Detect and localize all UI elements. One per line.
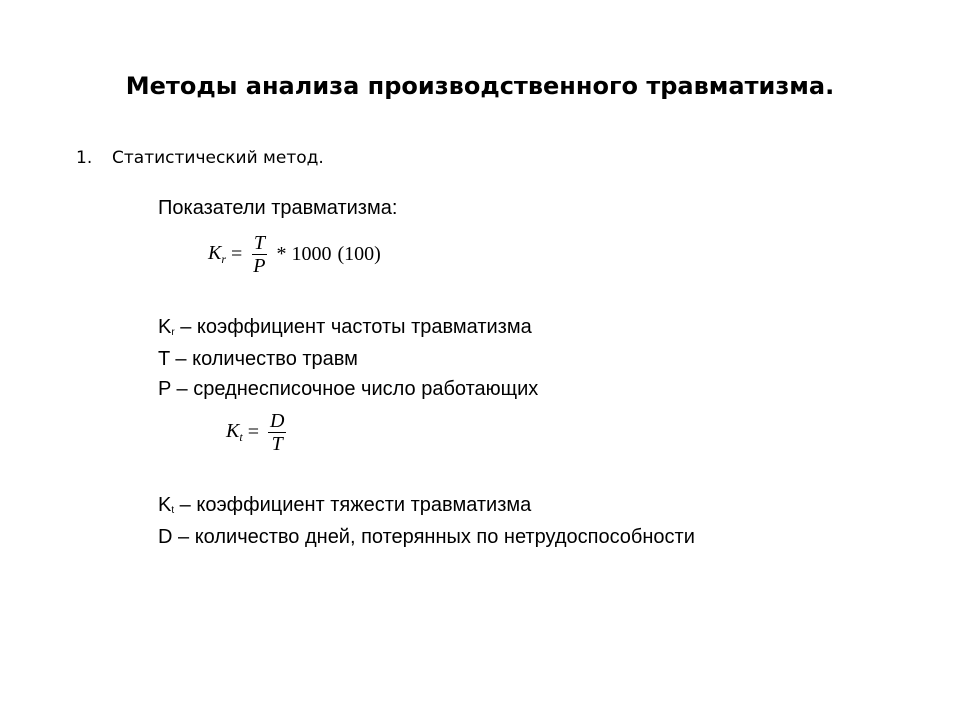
definition-d-symbol: D: [158, 526, 173, 548]
formula2-lhs-var: K: [226, 420, 240, 442]
formula2-lhs-sub: t: [239, 430, 243, 444]
formula1-lhs-sub: r: [221, 252, 227, 266]
severity-formula: [226, 410, 290, 455]
formula1-fraction: [251, 232, 267, 277]
slide-title: Методы анализа производственного травматизма.: [125, 72, 835, 100]
formula1-operator: *: [276, 243, 287, 265]
definition-d-text: – количество дней, потерянных по нетрудоспособности: [172, 526, 695, 548]
definition-kr-symbol: K: [158, 316, 172, 338]
definition-kt-sub: t: [171, 505, 175, 516]
definition-t-text: – количество травм: [169, 348, 358, 370]
definition-kr-sub: r: [171, 327, 175, 338]
definition-kr-text: – коэффициент частоты травматизма: [174, 316, 532, 338]
formula1-multiplier: 1000: [291, 243, 332, 265]
formula1-equals: =: [231, 243, 243, 265]
formula2-lhs: [226, 420, 243, 445]
formula2-fraction: [268, 410, 286, 455]
definition-d: [158, 526, 695, 549]
formula1-alt: (100): [337, 243, 381, 265]
formula1-numerator: T: [253, 232, 265, 254]
list-item-text: Статистический метод.: [112, 148, 324, 168]
definition-kt-symbol: K: [158, 494, 172, 516]
formula2-numerator: D: [269, 410, 285, 432]
definition-t: [158, 348, 358, 371]
formula2-equals: =: [247, 421, 259, 443]
frequency-formula: [208, 232, 381, 277]
definition-kr: [158, 316, 532, 339]
formula1-lhs-var: K: [208, 242, 222, 264]
definition-p-text: – среднесписочное число работающих: [170, 378, 539, 400]
indicators-heading: Показатели травматизма:: [158, 197, 398, 219]
definition-kt-text: – коэффициент тяжести травматизма: [174, 494, 532, 516]
definition-p: [158, 378, 538, 401]
definition-p-symbol: P: [158, 378, 171, 400]
list-item-number: 1.: [76, 148, 93, 168]
formula1-denominator: P: [253, 255, 266, 277]
list-item-statistical-method: [76, 148, 324, 168]
definition-kt: [158, 494, 531, 517]
formula1-lhs: [208, 242, 226, 267]
formula2-denominator: T: [271, 433, 283, 455]
definition-t-symbol: T: [158, 348, 170, 370]
